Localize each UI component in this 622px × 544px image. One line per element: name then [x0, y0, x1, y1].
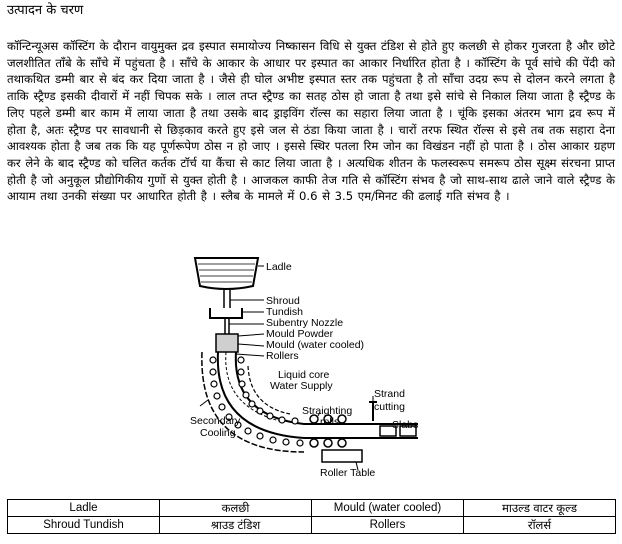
ladle-hatching [198, 264, 255, 282]
glossary-cell: Mould (water cooled) [312, 500, 464, 517]
label-strand-cutting-1: Strand [374, 388, 405, 400]
tundish-shape [210, 308, 242, 318]
glossary-cell: माउल्ड वाटर कूल्ड [464, 500, 616, 517]
ladle-shape [195, 258, 258, 289]
continuous-casting-figure [180, 256, 442, 482]
label-secondary-cooling-1: Secondary [190, 415, 241, 427]
label-tundish: Tundish [266, 306, 303, 318]
glossary-row [8, 517, 616, 534]
glossary-cell: रॉलर्स [464, 517, 616, 534]
label-rollers: Rollers [266, 350, 299, 362]
glossary-cell: Ladle [8, 500, 160, 517]
glossary-cell: Shroud Tundish [8, 517, 160, 534]
label-straighting-rolls-1: Straighting [302, 405, 353, 417]
label-shroud: Shroud [266, 295, 300, 307]
glossary-cell: Rollers [312, 517, 464, 534]
label-subentry-nozzle: Subentry Nozzle [266, 317, 344, 329]
label-roller-table: Roller Table [320, 467, 376, 479]
label-secondary-cooling-2: Cooling [200, 427, 236, 439]
roller-table [322, 450, 362, 462]
shroud-tube [224, 289, 230, 308]
label-ladle: Ladle [266, 261, 292, 273]
label-mould-powder: Mould Powder [266, 328, 334, 340]
label-water-supply: Water Supply [270, 380, 333, 392]
label-straighting-rolls-2: rolls [320, 416, 340, 428]
glossary-cell: कलछी [160, 500, 312, 517]
label-strand-cutting-2: cutting [374, 401, 405, 413]
glossary-table [7, 499, 616, 534]
glossary-row [8, 500, 616, 517]
label-mould: Mould (water cooled) [266, 339, 365, 351]
mould-block [216, 334, 238, 352]
label-liquid-core: Liquid core [278, 369, 330, 381]
glossary-cell: श्राउड टंडिश [160, 517, 312, 534]
page-heading: उत्पादन के चरण [7, 3, 84, 18]
body-paragraph: कॉन्टिन्यूअस कॉस्टिंग के दौरान वायुमुक्त द्रव इस्पात समायोज्य निष्कासन विधि से युक्त टंडिश से होते हुए कलछी से होकर गुजरता है और छोटे जलशीतित ताँबे के साँचे में पहुंचता है । साँचे के आकार के आधार पर इस्पात का आकार निर्धारित होता है । कॉस्टिंग के पूर्व सांचे की पेंदी को तथाकथित डम्मी बार से बंद कर दिया जाता है । जैसे ही घोल अभीष्ट इस्पात स्तर तक पहुंचता है तो साँचा उदग्र रूप से दोलन करने लगता है ताकि स्ट्रैण्ड इसकी दीवारों में नहीं चिपक सके । लाल तप्त स्ट्रैण्ड का सतह ठोस हो जाता है तथा इसे सांचे से निकाल लिया जाता है स्ट्रैण्ड के लिए पहले डम्मी बार काम में लाया जाता है तथा उसके बाद ड्राइविंग रॉल्स का सहारा लिया जाता है । चूंकि इसका अंतरम भाग द्रव रूप में होता है, अतः स्ट्रैण्ड पर सावधानी से छिड़काव करते हुए इसे जल से ठंडा किया जाता है । चारों तरफ स्थित रॉल्स से इसे तब तक सहारा देना आवश्यक होता है जब तक कि यह पूर्णरूपेण ठोस न हो जाए । इससे स्थिर पतला रिम जोन का विखंडन नहीं हो पाता है । ठोस आकार ग्रहण कर लेने के बाद स्ट्रैण्ड को चलित कर्तक टॉर्च या कैंचा से काट लिया जाता है । अत्यधिक शीतन के फलस्वरूप समरूप ठोस सूक्ष्म संरचना प्राप्त होती है जो अनुकूल प्रौद्योगिकीय गुणों से युक्त होती है । आजकल काफी तेज गति से कॉस्टिंग संभव है जो साथ-साथ ढाले जाने वाले स्ट्रैण्ड के आयाम तथा उनकी संख्या पर आधारित होती है । स्लैब के मामले में 0.6 से 3.5 एम/मिनट की ढलाई गति संभव है । [7, 39, 615, 204]
label-slabs: Slabs [392, 419, 419, 431]
